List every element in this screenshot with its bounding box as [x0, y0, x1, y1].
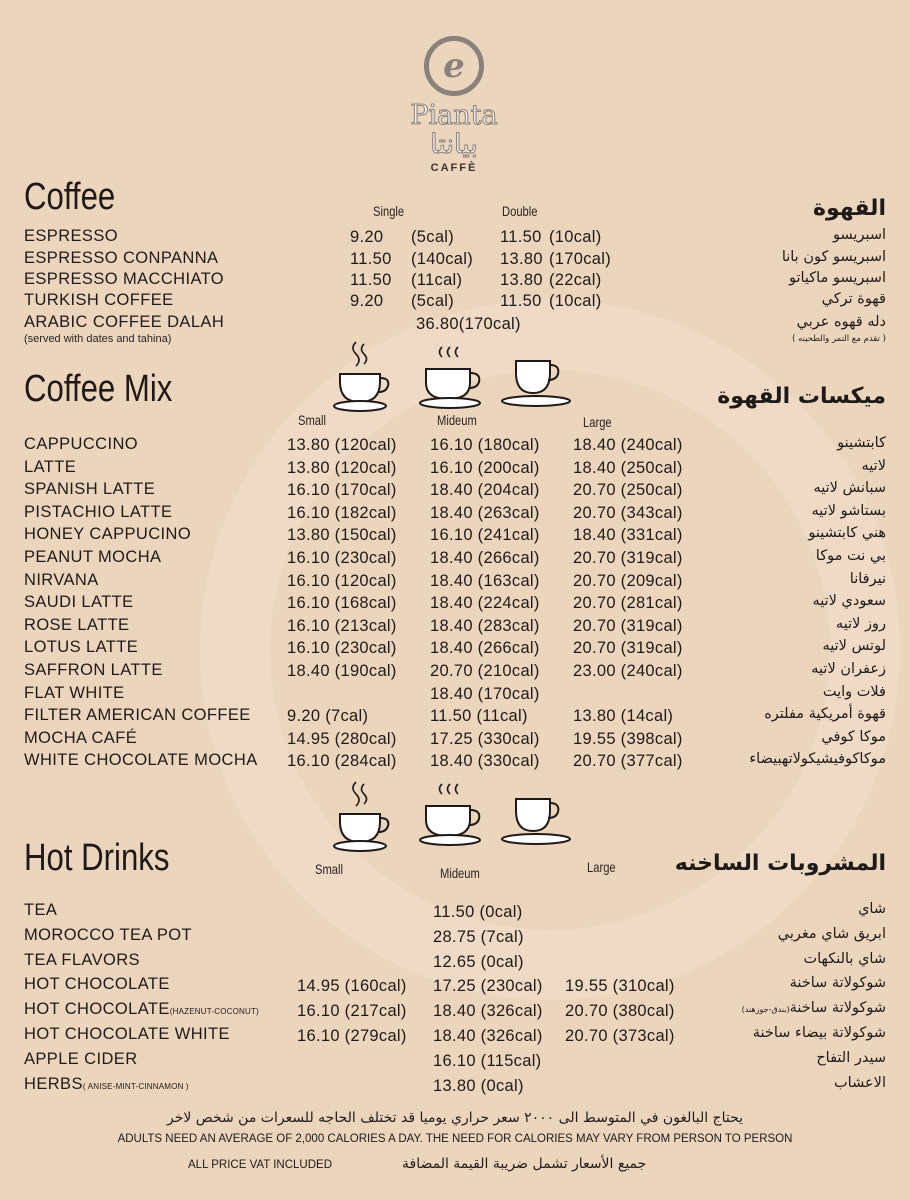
price-large: 19.55 (310cal) — [565, 977, 675, 995]
cup-small-icon — [330, 338, 392, 414]
logo-latin: Pianta — [410, 100, 498, 131]
item-name: LOTUS LATTE — [24, 638, 139, 656]
item-name-ar-text: شاي بالنكهات — [803, 951, 886, 967]
item-name-ar-text: ابريق شاي مغربي — [777, 926, 886, 942]
item-name-sub: ( ANISE-MINT-CINNAMON ) — [82, 1082, 189, 1091]
price-small: 16.10 (230cal) — [287, 639, 397, 657]
item-name-text: HERBS — [24, 1075, 83, 1093]
price-double: 11.50 — [500, 292, 542, 310]
footer-calories-ar: يحتاج البالغون في المتوسط الى ٢٠٠٠ سعر حراري يوميا قد تختلف الحاجه للسعرات من شخص لاخر — [166, 1110, 744, 1126]
item-name-ar: بستاشو لاتيه — [811, 503, 886, 519]
hot-drinks-title: Hot Drinks — [24, 837, 170, 879]
item-arabic-dalah: ARABIC COFFEE DALAH — [24, 313, 225, 331]
coffee-mix-title: Coffee Mix — [24, 368, 173, 410]
price-single: 9.20 — [350, 228, 384, 246]
item-name-text: MOROCCO TEA POT — [24, 926, 192, 944]
col-small-hot: Small — [315, 861, 344, 877]
item-name-ar: سعودي لاتيه — [812, 593, 886, 609]
item-name-ar-text: شاي — [858, 901, 886, 917]
item-name-sub: (HAZENUT-COCONUT) — [169, 1007, 259, 1016]
item-name-ar — [803, 951, 886, 967]
item-name: SAUDI LATTE — [24, 593, 134, 611]
price-medium: 18.40 (263cal) — [430, 504, 540, 522]
price-medium: 18.40 (266cal) — [430, 549, 540, 567]
price-medium: 18.40 (326cal) — [433, 1027, 543, 1045]
item-name — [24, 975, 170, 994]
price-small: 13.80 (150cal) — [287, 526, 397, 544]
cup-large-icon — [500, 795, 574, 847]
item-name-ar-text: سيدر التفاح — [816, 1050, 886, 1066]
price-double: 13.80 — [500, 250, 543, 268]
item-name-ar: سبانش لاتيه — [813, 480, 886, 496]
price-medium: 28.75 (7cal) — [433, 928, 524, 946]
price-large: 20.70 (319cal) — [573, 617, 683, 635]
price-large: 20.70 (380cal) — [565, 1002, 675, 1020]
item-name: PISTACHIO LATTE — [24, 503, 173, 521]
price-medium: 20.70 (210cal) — [430, 662, 540, 680]
price-small: 18.40 (190cal) — [287, 662, 397, 680]
price-medium: 16.10 (241cal) — [430, 526, 540, 544]
price-medium: 18.40 (326cal) — [433, 1002, 543, 1020]
price-medium: 12.65 (0cal) — [433, 953, 524, 971]
item-name-ar: نيرفانا — [849, 571, 886, 587]
col-single: Single — [373, 203, 405, 219]
item-name-ar-text: الاعشاب — [834, 1075, 886, 1091]
price-large: 20.70 (373cal) — [565, 1027, 675, 1045]
cal-single: (5cal) — [411, 228, 455, 246]
price-small: 16.10 (182cal) — [287, 504, 397, 522]
price-medium: 16.10 (200cal) — [430, 459, 540, 477]
col-small: Small — [298, 412, 327, 428]
price-large: 20.70 (319cal) — [573, 549, 683, 567]
footer-vat-en: ALL PRICE VAT INCLUDED — [188, 1159, 333, 1171]
logo — [398, 36, 510, 174]
coffee-title-ar: القهوة — [813, 196, 886, 221]
price-large: 23.00 (240cal) — [573, 662, 683, 680]
price-small: 16.10 (284cal) — [287, 752, 397, 770]
item-name — [24, 901, 57, 920]
item-name: HONEY CAPPUCINO — [24, 525, 192, 543]
price-medium: 18.40 (266cal) — [430, 639, 540, 657]
item-name: LATTE — [24, 458, 77, 476]
item-name: SAFFRON LATTE — [24, 661, 163, 679]
price-small: 16.10 (213cal) — [287, 617, 397, 635]
cup-medium-icon — [418, 782, 484, 848]
price-medium: 18.40 (330cal) — [430, 752, 540, 770]
footer-calories-en: ADULTS NEED AN AVERAGE OF 2,000 CALORIES A DAY. THE NEED FOR CALORIES MAY VARY FROM PERSON TO PERSON — [117, 1133, 793, 1145]
price-small: 13.80 (120cal) — [287, 459, 397, 477]
ar-arabic-dalah: دله قهوه عربي — [796, 314, 886, 330]
cal-single: (5cal) — [411, 292, 455, 310]
item-name-ar — [858, 901, 886, 917]
cal-single: (140cal) — [411, 250, 474, 268]
item-name-ar: لاتيه — [861, 458, 886, 474]
footer-vat-ar: جميع الأسعار تشمل ضريبة القيمة المضافة — [402, 1156, 647, 1172]
price-small: 16.10 (230cal) — [287, 549, 397, 567]
item-name-ar-text: شوكولاتة ساخنة — [789, 1000, 886, 1016]
ar-arabic-dalah-note: ( تقدم مع التمر والطحينه ) — [792, 334, 886, 344]
price-large: 18.40 (240cal) — [573, 436, 683, 454]
price-small: 14.95 (160cal) — [297, 977, 407, 995]
item-name-text: HOT CHOCOLATE WHITE — [24, 1025, 230, 1043]
price-small: 16.10 (217cal) — [297, 1002, 407, 1020]
item-name-ar: فلات وايت — [822, 684, 886, 700]
item-name-ar: اسبريسو كون بانا — [781, 249, 886, 265]
price-single: 9.20 — [350, 292, 384, 310]
item-name: WHITE CHOCOLATE MOCHA — [24, 751, 258, 769]
item-name-ar: موكاكوفيشيكولاتهبيضاء — [749, 751, 886, 767]
item-name-ar — [834, 1075, 886, 1091]
price-small: 9.20 (7cal) — [287, 707, 369, 725]
item-name: ESPRESSO — [24, 227, 118, 245]
cal-double: (22cal) — [549, 271, 602, 289]
price-large: 20.70 (377cal) — [573, 752, 683, 770]
cup-medium-icon — [418, 345, 484, 411]
item-name: SPANISH LATTE — [24, 480, 156, 498]
item-name-text: HOT CHOCOLATE — [24, 975, 170, 993]
item-name-ar: اسبريسو — [832, 227, 886, 243]
logo-caffe: CAFFÈ — [430, 162, 478, 174]
item-name — [24, 1025, 230, 1044]
cal-single: (11cal) — [411, 271, 463, 289]
price-small: 16.10 (170cal) — [287, 481, 397, 499]
coffee-title: Coffee — [24, 176, 116, 218]
cup-small-icon — [330, 778, 392, 854]
price-small: 16.10 (120cal) — [287, 572, 397, 590]
item-name: TURKISH COFFEE — [24, 291, 174, 309]
item-arabic-dalah-note: (served with dates and tahina) — [24, 333, 172, 345]
item-name-ar: زعفران لاتيه — [811, 661, 886, 677]
price-large: 20.70 (319cal) — [573, 639, 683, 657]
price-small: 16.10 (168cal) — [287, 594, 397, 612]
item-name-ar: بي نت موكا — [815, 548, 886, 564]
item-name — [24, 926, 192, 945]
price-medium: 18.40 (224cal) — [430, 594, 540, 612]
price-large: 18.40 (250cal) — [573, 459, 683, 477]
item-name — [24, 951, 140, 970]
price-large: 20.70 (250cal) — [573, 481, 683, 499]
col-large-hot: Large — [587, 859, 616, 875]
item-name: FILTER AMERICAN COFFEE — [24, 706, 251, 724]
item-name: ROSE LATTE — [24, 616, 130, 634]
price-single: 11.50 — [350, 250, 392, 268]
item-name-ar: قهوة تركي — [821, 291, 886, 307]
price-large: 20.70 (281cal) — [573, 594, 683, 612]
item-name-text: TEA — [24, 901, 58, 919]
item-name-text: APPLE CIDER — [24, 1050, 138, 1068]
item-name-ar-sub: (بندق-جوزهند) — [741, 1005, 790, 1014]
col-double: Double — [502, 203, 538, 219]
item-name: NIRVANA — [24, 571, 99, 589]
col-medium-hot: Mideum — [440, 865, 480, 881]
item-name: CAPPUCCINO — [24, 435, 139, 453]
item-name-ar-text: شوكولاتة ساخنة — [789, 975, 886, 991]
logo-arabic: بيانتا — [430, 129, 478, 160]
price-medium: 18.40 (283cal) — [430, 617, 540, 635]
price-double: 13.80 — [500, 271, 543, 289]
price-double: 11.50 — [500, 228, 542, 246]
coffee-mix-title-ar: ميكسات القهوة — [717, 384, 886, 409]
item-name-ar: اسبريسو ماكياتو — [788, 270, 886, 286]
price-large: 13.80 (14cal) — [573, 707, 674, 725]
col-large: Large — [583, 414, 612, 430]
cal-double: (10cal) — [549, 292, 602, 310]
item-name — [24, 1000, 259, 1019]
price-large: 18.40 (331cal) — [573, 526, 683, 544]
price-medium: 18.40 (163cal) — [430, 572, 540, 590]
price-small: 14.95 (280cal) — [287, 730, 397, 748]
logo-icon: e — [424, 36, 484, 96]
price-small: 13.80 (120cal) — [287, 436, 397, 454]
item-name: ESPRESSO MACCHIATO — [24, 270, 225, 288]
price-small: 16.10 (279cal) — [297, 1027, 407, 1045]
item-name: ESPRESSO CONPANNA — [24, 249, 219, 267]
price-large: 19.55 (398cal) — [573, 730, 683, 748]
item-name-ar — [753, 1025, 886, 1041]
item-name-ar: هني كابتشينو — [808, 525, 886, 541]
price-medium: 17.25 (230cal) — [433, 977, 543, 995]
item-name — [24, 1075, 189, 1094]
item-name-text: HOT CHOCOLATE — [24, 1000, 170, 1018]
col-medium: Mideum — [437, 412, 477, 428]
item-name-ar — [742, 1000, 886, 1016]
hot-drinks-title-ar: المشروبات الساخنه — [674, 851, 886, 876]
price-medium: 18.40 (204cal) — [430, 481, 540, 499]
item-name-ar: لوتس لاتيه — [822, 638, 886, 654]
cup-large-icon — [500, 357, 574, 409]
item-name-ar — [816, 1050, 886, 1066]
item-name-ar — [778, 926, 886, 942]
price-large: 20.70 (343cal) — [573, 504, 683, 522]
price-single: 11.50 — [350, 271, 392, 289]
price-medium: 11.50 (0cal) — [433, 903, 523, 921]
price-medium: 18.40 (170cal) — [430, 685, 540, 703]
price-medium: 11.50 (11cal) — [430, 707, 528, 725]
price-large: 20.70 (209cal) — [573, 572, 683, 590]
item-name: FLAT WHITE — [24, 684, 125, 702]
item-name-ar: كابتشينو — [837, 435, 886, 451]
item-name-ar: روز لاتيه — [835, 616, 886, 632]
item-name — [24, 1050, 138, 1069]
price-arabic-dalah: 36.80(170cal) — [416, 315, 521, 333]
item-name-ar-text: شوكولاتة بيضاء ساخنة — [752, 1025, 886, 1041]
cal-double: (170cal) — [549, 250, 612, 268]
item-name-ar: موكا كوفي — [821, 729, 886, 745]
item-name-text: TEA FLAVORS — [24, 951, 140, 969]
price-medium: 17.25 (330cal) — [430, 730, 540, 748]
item-name-ar: قهوة أمريكية مفلتره — [764, 706, 886, 722]
item-name-ar — [790, 975, 886, 991]
item-name: MOCHA CAFÉ — [24, 729, 138, 747]
price-medium: 16.10 (115cal) — [433, 1052, 542, 1070]
price-medium: 16.10 (180cal) — [430, 436, 540, 454]
price-medium: 13.80 (0cal) — [433, 1077, 524, 1095]
item-name: PEANUT MOCHA — [24, 548, 162, 566]
cal-double: (10cal) — [549, 228, 602, 246]
